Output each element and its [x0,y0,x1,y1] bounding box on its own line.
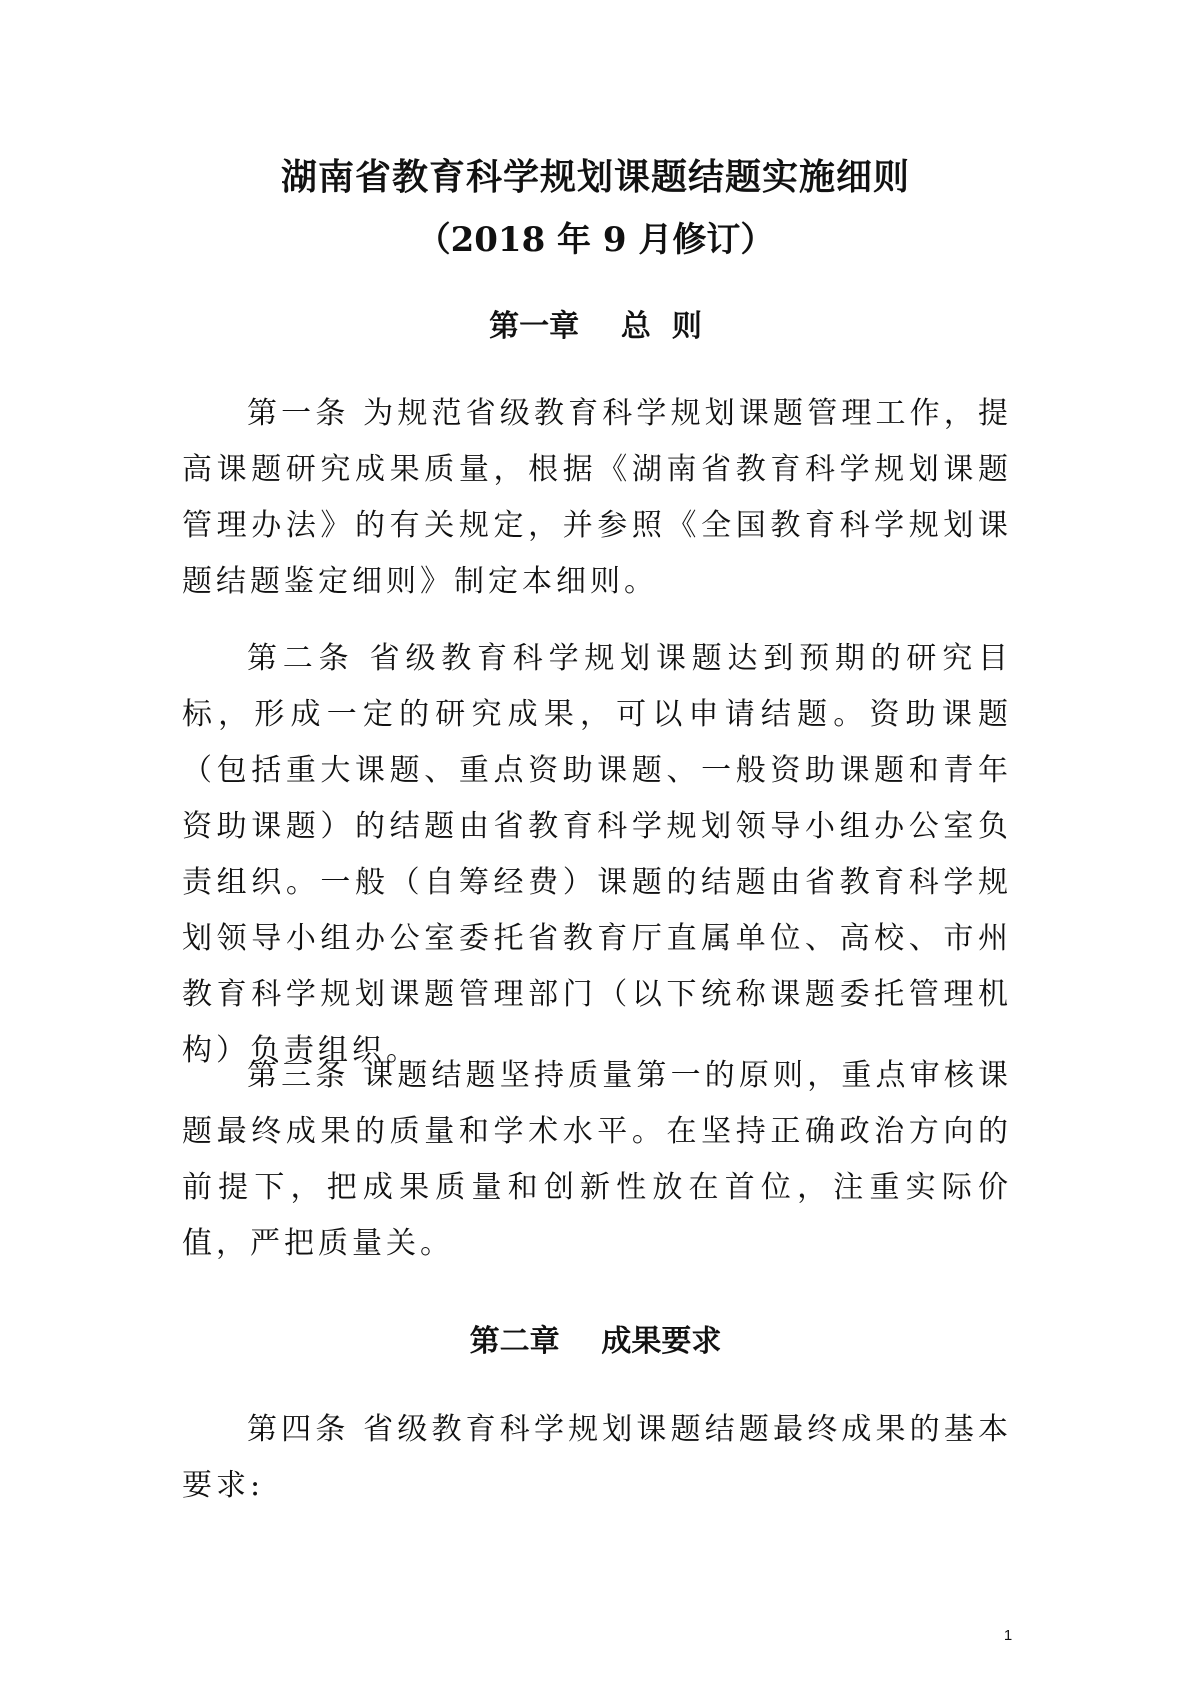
chapter-heading-2: 第二章 成果要求 [469,1324,722,1359]
document-title: 湖南省教育科学规划课题结题实施细则 [280,157,910,198]
chapter-heading-1: 第一章 总 则 [489,309,702,344]
page-number: 1 [1003,1627,1013,1644]
document-subtitle: （2018 年 9 月修订） [416,220,775,260]
article-paragraph-4: 第四条 省级教育科学规划课题结题最终成果的基本要求: [182,1412,1012,1503]
article-paragraph-1: 第一条 为规范省级教育科学规划课题管理工作，提高课题研究成果质量，根据《湖南省教育科学规划课题管理办法》的有关规定，并参照《全国教育科学规划课题结题鉴定细则》制定本细则。 [182,396,1012,599]
article-paragraph-3: 第三条 课题结题坚持质量第一的原则，重点审核课题最终成果的质量和学术水平。在坚持正确政治方向的前提下，把成果质量和创新性放在首位，注重实际价值，严把质量关。 [182,1058,1012,1261]
article-paragraph-2: 第二条 省级教育科学规划课题达到预期的研究目标，形成一定的研究成果，可以申请结题。资助课题（包括重大课题、重点资助课题、一般资助课题和青年资助课题）的结题由省教育科学规划领导小组办公室负责组织。一般（自筹经费）课题的结题由省教育科学规划领导小组办公室委托省教育厅直属单位、高校、市州教育科学规划课题管理部门（以下统称课题委托管理机构）负责组织。 [182,641,1012,1068]
